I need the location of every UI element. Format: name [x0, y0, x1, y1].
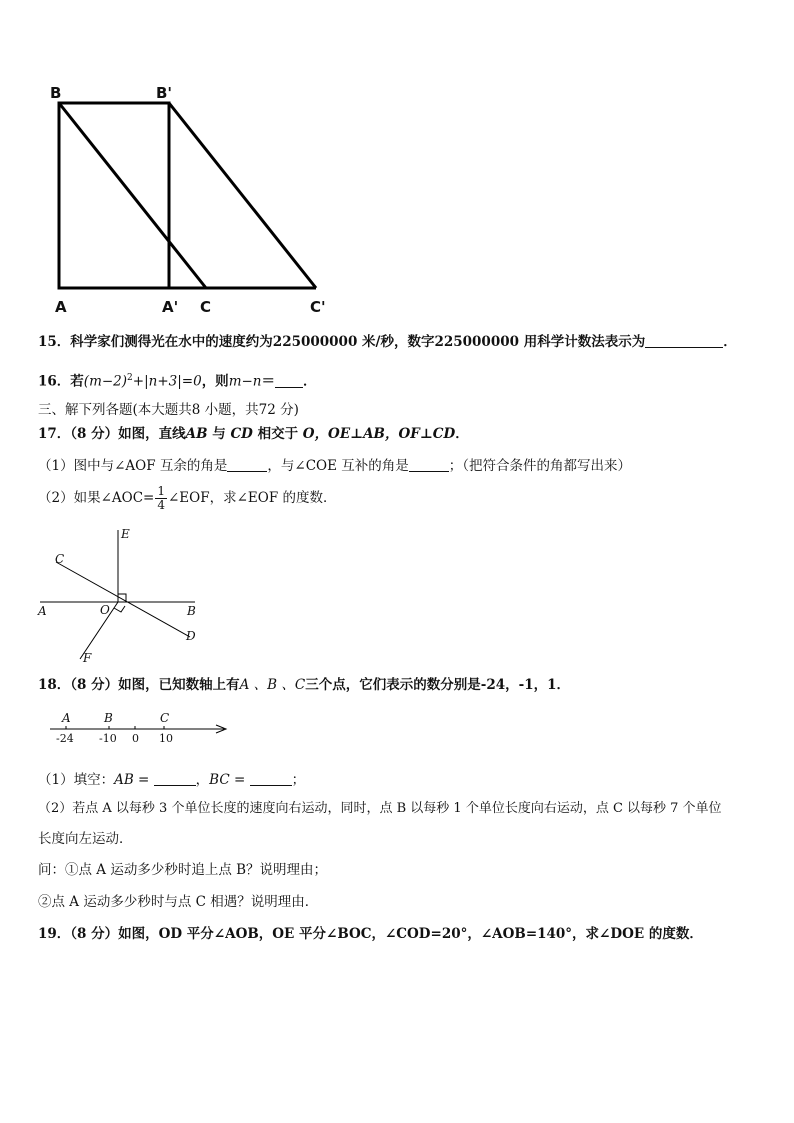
question-score: （8 分）: [70, 426, 119, 442]
label-E: E: [121, 527, 130, 541]
label-C-prime: C': [310, 298, 326, 316]
intersecting-lines-figure: [30, 522, 210, 667]
question-score: （8 分）: [70, 926, 119, 942]
question-18-ask-1: 问：①点 A 运动多少秒时追上点 B？说明理由；: [38, 862, 328, 878]
question-text: 三个点，它们表示的数分别是-24，-1，1．: [305, 677, 571, 693]
question-number: 15．: [38, 334, 71, 350]
question-text: 如图，OD 平分∠AOB，OE 平分∠BOC，∠COD=20°，∠AOB=140°，求∠DOE 的度数．: [118, 926, 703, 942]
axis-label-A: A: [62, 711, 71, 725]
label-C: C: [55, 552, 65, 566]
question-end: ．: [723, 334, 737, 350]
question-17-part-1: [38, 457, 631, 475]
section-title: 三、解下列各题(本大题共8 小题，共72 分): [38, 402, 299, 418]
equals-sign: ＝: [261, 373, 275, 390]
numerator: 1: [157, 484, 165, 498]
line-AB: AB: [185, 426, 208, 442]
expr-BC: BC =: [209, 772, 246, 788]
question-text: 如图，已知数轴上有: [118, 677, 240, 693]
part-text: ∠EOF，求∠EOF 的度数．: [168, 490, 337, 506]
question-text: 科学家们测得光在水中的速度约为225000000 米/秒，数字225000000 用科学计数法表示为: [70, 334, 646, 350]
part-text: （1）图中与∠AOF 互余的角是: [38, 458, 228, 474]
question-15: [38, 333, 737, 351]
question-text: 若: [70, 373, 84, 390]
condition-OE: ，OE⊥AB: [314, 426, 385, 442]
question-text: 与: [207, 426, 231, 442]
part-text: （2）如果∠AOC=: [38, 490, 155, 506]
part-end: ；: [291, 772, 306, 788]
question-18-ask-2: ②点 A 运动多少秒时与点 C 相遇？说明理由．: [38, 894, 319, 910]
parallelogram-figure: [40, 80, 340, 320]
label-O: O: [100, 603, 110, 617]
question-19: [38, 925, 703, 943]
math-expression: (m−2): [83, 373, 128, 390]
question-text: 相交于: [252, 426, 303, 442]
question-17-part-2: [38, 484, 337, 512]
label-A: A: [55, 298, 67, 316]
question-17: [38, 425, 469, 443]
denominator: 4: [157, 498, 165, 512]
question-number: 18．: [38, 677, 71, 693]
axis-label-B: B: [104, 711, 113, 725]
segment-BC: [59, 103, 206, 288]
axis-label-C: C: [160, 711, 170, 725]
label-F: F: [83, 651, 92, 665]
answer-blank[interactable]: [275, 373, 303, 388]
question-number: 19．: [38, 926, 71, 942]
rectangle-ABA'B': [59, 103, 169, 288]
label-B: B: [50, 84, 62, 102]
line-CD: CD: [230, 426, 253, 442]
label-C: C: [200, 298, 212, 316]
question-text: ，则: [201, 373, 229, 390]
fraction-one-quarter: [155, 485, 167, 512]
segment-B'C': [169, 103, 316, 288]
right-angle-mark-OF: [114, 606, 125, 612]
condition-OF: ，OF⊥CD: [384, 426, 456, 442]
axis-tick-label: 0: [132, 732, 139, 745]
label-A: A: [38, 604, 47, 618]
question-end: ．: [455, 426, 469, 442]
label-B-prime: B': [156, 84, 173, 102]
answer-blank[interactable]: [227, 457, 267, 472]
question-score: （8 分）: [70, 677, 119, 693]
question-number: 17．: [38, 426, 71, 442]
answer-blank[interactable]: [645, 333, 723, 348]
answer-blank[interactable]: [250, 771, 292, 786]
part-text: ；（把符合条件的角都写出来）: [448, 458, 631, 474]
axis-tick-label: -24: [56, 732, 74, 745]
label-B: B: [187, 604, 196, 618]
label-A-prime: A': [162, 298, 179, 316]
expr-AB: AB =: [114, 772, 150, 788]
question-number: 16．: [38, 373, 71, 390]
line-CD: [56, 562, 190, 637]
math-expression: +|n+3|=0: [132, 373, 202, 390]
axis-tick-label: 10: [159, 732, 173, 745]
label-D: D: [186, 629, 196, 643]
axis-tick-label: -10: [99, 732, 117, 745]
point-O: O: [302, 426, 315, 442]
answer-blank[interactable]: [154, 771, 196, 786]
question-18-part-2-line-2: 长度向左运动．: [38, 831, 133, 847]
question-end: ．: [303, 373, 317, 390]
part-text: ，与∠COE 互补的角是: [267, 458, 409, 474]
answer-blank[interactable]: [409, 457, 449, 472]
question-18-part-2-line-1: （2）若点 A 以每秒 3 个单位长度的速度向右运动，同时，点 B 以每秒 1 个单位长度向右运动，点 C 以每秒 7 个单位: [38, 801, 722, 816]
math-expression: m−n: [228, 373, 262, 390]
question-text: 如图，直线: [118, 426, 186, 442]
number-line: [46, 710, 236, 750]
question-18-part-1: [38, 771, 305, 789]
separator: ，: [195, 772, 210, 788]
points-ABC: A 、B 、C: [239, 677, 306, 693]
part-text: （1）填空：: [38, 772, 115, 788]
question-16: [38, 369, 317, 391]
question-18: [38, 676, 570, 694]
exponent: 2: [127, 373, 133, 383]
